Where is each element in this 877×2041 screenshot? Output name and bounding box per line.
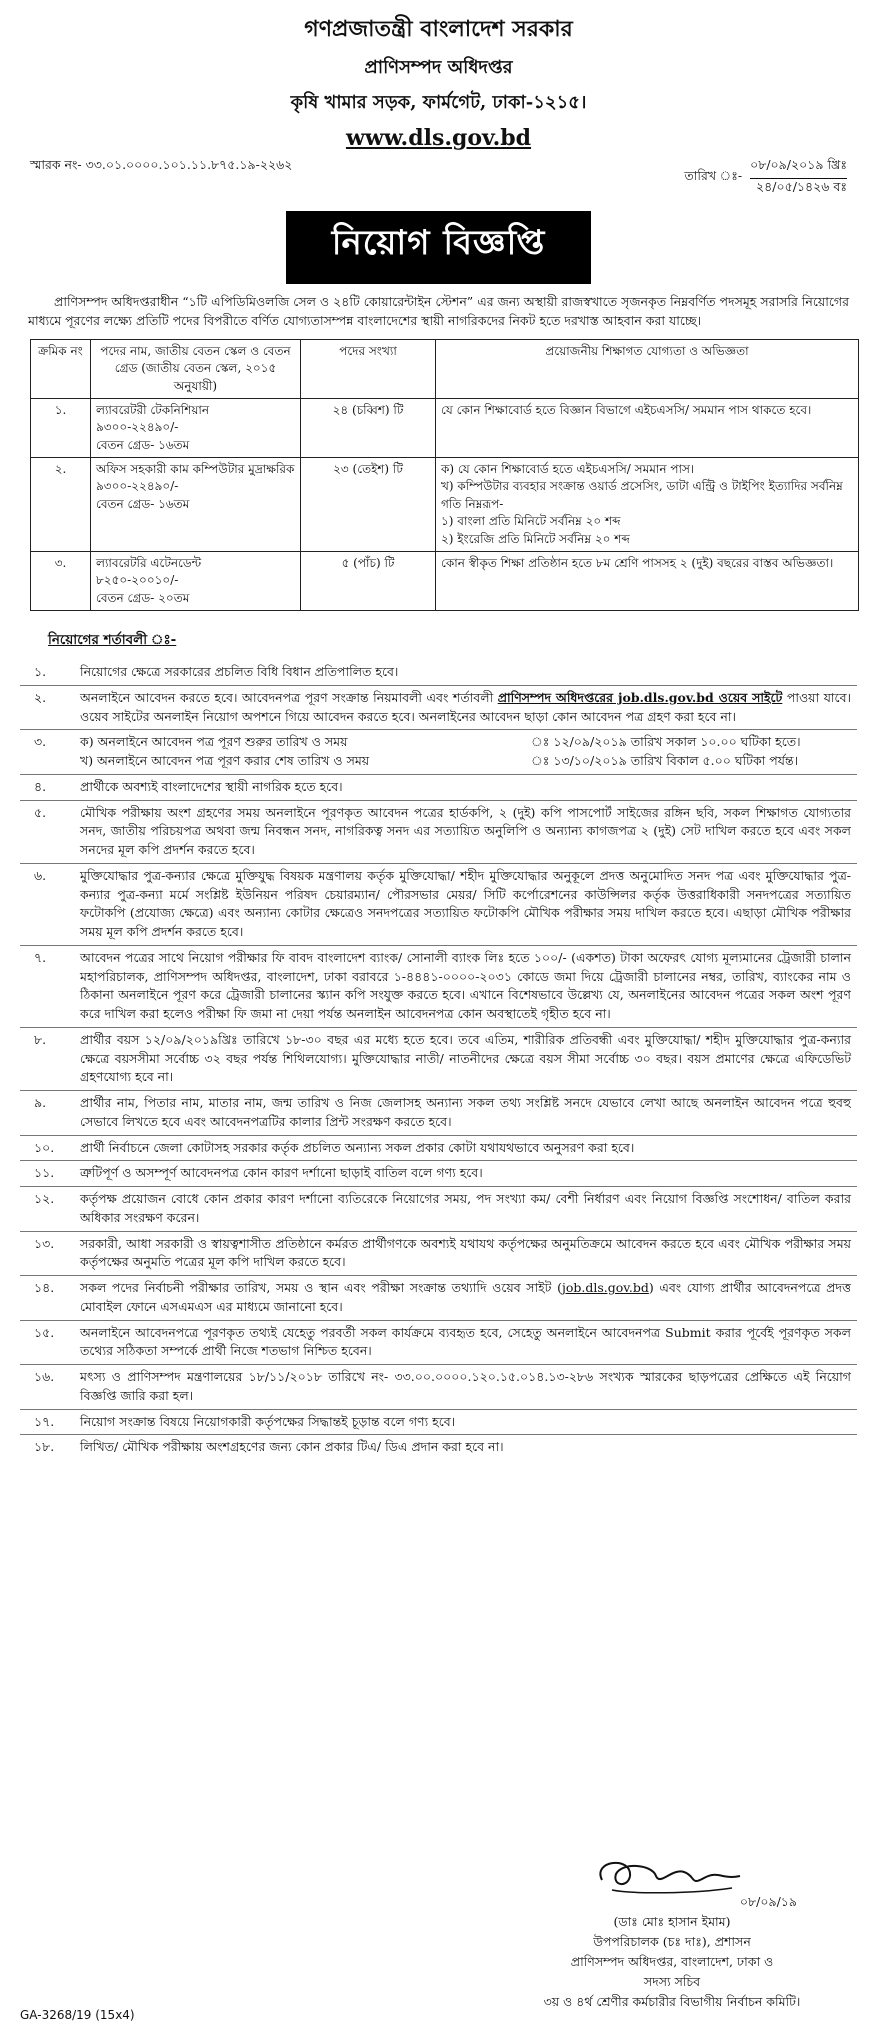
table-header-row [31, 339, 859, 398]
list-item [20, 1136, 857, 1162]
item-text: প্রার্থী নির্বাচনে জেলা কোটাসহ সরকার কর্তৃক প্রচলিত অন্যান্য সকল প্রকার কোটা যথাযথভাবে অনুসরণ করা হবে। [80, 1139, 635, 1155]
post-name: ল্যাবরেটরি এটেনডেন্ট [96, 556, 202, 571]
item-text: সরকারী, আধা সরকারী ও স্বায়ত্বশাসীত প্রতিষ্ঠানে কর্মরত প্রার্থীগণকে অবশ্যই যথাযথ কর্তৃপক্ষের অনুমতিক্রমে আবেদন করতে হবে এবং মৌখিক পরীক্ষার সময় কর্তৃপক্ষের অনুমতি পত্রের মূল কপি দাখিল করতে হবে। [80, 1235, 851, 1270]
list-item [20, 1091, 857, 1136]
table-row [31, 552, 859, 611]
pay-grade: বেতন গ্রেড- ১৬তম [96, 496, 190, 511]
list-item [20, 946, 857, 1028]
qualification-line: ২) ইংরেজি প্রতি মিনিটে সর্বনিম্ন ২০ শব্দ [441, 531, 630, 546]
signatory-committee: ৩য় ও ৪র্থ শ্রেণীর কর্মচারীর বিভাগীয় নির্বাচন কমিটি। [543, 1994, 801, 2009]
row-post [91, 398, 301, 457]
item-text-part: সকল পদের নির্বাচনী পরীক্ষার তারিখ, সময় ও স্থান এবং পরীক্ষা সংক্রান্ত তথ্যাদি ওয়েব সাইট ( [80, 1280, 562, 1296]
conditions-list [20, 660, 857, 1460]
list-item [20, 1028, 857, 1091]
date-label: তারিখ ঃ- [684, 168, 743, 183]
table-row [31, 398, 859, 457]
pay-scale: ৯৩০০-২২৪৯০/- [96, 479, 179, 494]
intro-paragraph: প্রাণিসম্পদ অধিদপ্তরাধীন “১টি এপিডিমিওলজি সেল ও ২৪টি কোয়ারেন্টাইন স্টেশন” এর জন্য অস্থায়ী রাজস্বখাতে সৃজনকৃত নিম্নবর্ণিত পদসমূহ সরাসরি নিয়োগের মাধ্যমে পূরণের লক্ষ্যে প্রতিটি পদের বিপরীতে বর্ণিত যোগ্যতাসম্পন্ন বাংলাদেশের স্থায়ী নাগরিকদের নিকট হতে দরখাস্ত আহবান করা যাচ্ছে। [28, 294, 849, 329]
item-text: মুক্তিযোদ্ধার পুত্র-কন্যার ক্ষেত্রে মুক্তিযুদ্ধ বিষয়ক মন্ত্রণালয় কর্তৃক মুক্তিযোদ্ধা/ শহীদ মুক্তিযোদ্ধার অনুকূলে প্রদত্ত অনুমোদিত সনদ পত্র এবং মুক্তিযোদ্ধার পুত্র-কন্যার পুত্র-কন্যা মর্মে সংশ্লিষ্ট ইউনিয়ন পরিষদ চেয়ারম্যান/ পৌরসভার মেয়র/ সিটি কর্পোরেশনের কাউন্সিলর কর্তৃক উত্তরাধিকারী সনদপত্রের সত্যায়িত ফটোকপি (প্রযোজ্য ক্ষেত্রে) এবং অন্যান্য কোটার ক্ষেত্রেও সনদপত্রের সত্যায়িত ফটোকপি মৌখিক পরীক্ষার সময় দাখিল করতে হবে। এছাড়া মৌখিক পরীক্ষার সময় মূল কপি প্রদর্শন করতে হবে। [80, 867, 851, 940]
col-header-post: পদের নাম, জাতীয় বেতন স্কেল ও বেতন গ্রেড (জাতীয় বেতন স্কেল, ২০১৫ অনুযায়ী) [91, 339, 301, 398]
schedule-label: খ) অনলাইনে আবেদন পত্র পূরণ করার শেষ তারিখ ও সময় [80, 753, 370, 769]
list-item [20, 1365, 857, 1410]
signatory-role: সদস্য সচিব [643, 1974, 701, 1989]
item-number: ১৫. [34, 1324, 55, 1340]
table-row [31, 458, 859, 552]
notice-title: নিয়োগ বিজ্ঞপ্তি [286, 211, 592, 284]
item-text: আবেদন পত্রের সাথে নিয়োগ পরীক্ষার ফি বাবদ বাংলাদেশ ব্যাংক/ সোনালী ব্যাংক লিঃ হতে ১০০/- (একশত) টাকা অফেরৎ যোগ্য মূল্যমানের ট্রেজারী চালান মহাপরিচালক, প্রাণিসম্পদ অধিদপ্তর, বাংলাদেশ, ঢাকা বরাবরে ১-৪৪৪১-০০০০-২০৩১ কোডে জমা দিয়ে ট্রেজারী চালানের নম্বর, তারিখ, ব্যাংকের নাম ও ঠিকানা অনলাইনে পূরণ করে ট্রেজারী চালানের স্ক্যান কপি সংযুক্ত করতে হবে। এখানে বিশেষভাবে উল্লেখ্য যে, অনলাইনের আবেদন পত্রের সকল অংশ পূরণ করে দাখিল করা হলেও পরীক্ষা ফি জমা না দেয়া পর্যন্ত অনলাইন আবেদনপত্র কোন অবস্থাতেই গৃহীত হবে না। [80, 949, 851, 1022]
signatory-name: (ডাঃ মোঃ হাসান ইমাম) [613, 1914, 731, 1929]
list-item [20, 801, 857, 864]
department-name: প্রাণিসম্পদ অধিদপ্তর [364, 57, 513, 78]
item-number: ১৩. [34, 1235, 55, 1251]
item-number: ৮. [34, 1031, 47, 1047]
item-text: অনলাইনে আবেদনপত্রে পূরণকৃত তথ্যই যেহেতু পরবর্তী সকল কার্যক্রমে ব্যবহৃত হবে, সেহেতু অনলাইনে আবেদনপত্র Submit করার পূর্বেই পূরণকৃত সকল তথ্যের সঠিকতা সম্পর্কে প্রার্থী নিজে শতভাগ নিশ্চিত হবেন। [80, 1324, 851, 1359]
item-number: ১২. [34, 1191, 55, 1207]
row-count: ৫ (পাঁচ) টি [301, 552, 436, 611]
list-item [20, 1435, 857, 1460]
date-bengali: ২৪/০৫/১৪২৬ বঃ [756, 179, 847, 194]
schedule-label: ক) অনলাইনে আবেদন পত্র পূরণ শুরুর তারিখ ও সময় [80, 734, 348, 750]
conditions-title: নিয়োগের শর্তাবলী ঃ- [48, 632, 177, 649]
item-text: লিখিত/ মৌখিক পরীক্ষায় অংশগ্রহণের জন্য কোন প্রকার টিএ/ ডিএ প্রদান করা হবে না। [80, 1439, 504, 1455]
qualification-line: ক) যে কোন শিক্ষাবোর্ড হতে এইচএসসি/ সমমান পাস। [441, 462, 695, 477]
signatory-designation: উপপরিচালক (চঃ দাঃ), প্রশাসন [593, 1934, 751, 1949]
government-name: গণপ্রজাতন্ত্রী বাংলাদেশ সরকার [304, 16, 573, 42]
signature-date: ০৮/০৯/১৯ [739, 1894, 797, 1909]
row-count: ২৩ (তেইশ) টি [301, 458, 436, 552]
item-number: ১৪. [34, 1280, 55, 1296]
post-name: ল্যাবরেটরী টেকনিশিয়ান [96, 402, 210, 417]
item-number: ১৮. [34, 1439, 55, 1455]
memo-row [20, 157, 857, 199]
item-number: ৩. [34, 734, 47, 750]
list-item [20, 1161, 857, 1187]
website-link[interactable]: www.dls.gov.bd [345, 125, 532, 151]
list-item [20, 864, 857, 946]
signatory-office: প্রাণিসম্পদ অধিদপ্তর, বাংলাদেশ, ঢাকা ও [570, 1954, 774, 1969]
schedule-end [80, 752, 851, 771]
item-text [80, 1279, 851, 1317]
job-site-link[interactable]: job.dls.gov.bd [561, 1280, 649, 1296]
col-header-qualification: প্রয়োজনীয় শিক্ষাগত যোগ্যতা ও অভিজ্ঞতা [436, 339, 859, 398]
item-number: ৪. [34, 778, 47, 794]
item-number: ৭. [34, 949, 47, 965]
item-text: প্রার্থীর বয়স ১২/০৯/২০১৯খ্রিঃ তারিখে ১৮-৩০ বছর এর মধ্যে হতে হবে। তবে এতিম, শারীরিক প্রতিবন্ধী এবং মুক্তিযোদ্ধা/ শহীদ মুক্তিযোদ্ধার পুত্র-কন্যার ক্ষেত্রে বয়সসীমা সর্বোচ্চ ৩২ বছর পর্যন্ত শিথিলযোগ্য। মুক্তিযোদ্ধার নাতী/ নাতনীদের ক্ষেত্রে বয়স সীমা সর্বোচ্চ ৩০ বছর। বয়স প্রমাণের ক্ষেত্রে এফিডেভিট গ্রহণযোগ্য হবে না। [80, 1031, 851, 1085]
date-block [684, 157, 847, 199]
date-stack [750, 157, 847, 199]
title-wrap [20, 211, 857, 284]
list-item [20, 686, 857, 731]
signature-block [507, 1850, 837, 2012]
item-number: ৬. [34, 867, 47, 883]
row-serial: ১. [31, 398, 91, 457]
item-number: ১৭. [34, 1413, 55, 1429]
posts-table [30, 339, 859, 611]
item-text [80, 733, 851, 771]
list-item [20, 730, 857, 775]
item-text: প্রার্থীকে অবশ্যই বাংলাদেশের স্থায়ী নাগরিক হতে হবে। [80, 778, 343, 794]
letterhead [20, 12, 857, 151]
item-text [80, 689, 851, 727]
row-qualification [436, 552, 859, 611]
row-post [91, 458, 301, 552]
row-serial: ২. [31, 458, 91, 552]
item-number: ১০. [34, 1139, 55, 1155]
item-text-part: ) এবং যোগ্য প্রার্থীর আবেদনপত্রে প্রদত্ত মোবাইল ফোনে এসএমএস এর মাধ্যমে জানানো হবে। [80, 1280, 851, 1314]
memo-label: স্মারক নং- [30, 157, 82, 172]
item-text: প্রার্থীর নাম, পিতার নাম, মাতার নাম, জন্ম তারিখ ও নিজ জেলাসহ অন্যান্য সকল তথ্য সংশ্লিষ্ট সনদে যেভাবে লেখা আছে অনলাইন আবেদন পত্রে হুবহু সেভাবে লিখতে হবে এবং আবেদনপত্রটির কালার প্রিন্ট সংরক্ষণ করতে হবে। [80, 1095, 851, 1129]
item-number: ৫. [34, 804, 47, 820]
post-name: অফিস সহকারী কাম কম্পিউটার মুদ্রাক্ষরিক [96, 462, 295, 477]
col-header-count: পদের সংখ্যা [301, 339, 436, 398]
item-text: নিয়োগ সংক্রান্ত বিষয়ে নিয়োগকারী কর্তৃপক্ষের সিদ্ধান্তই চূড়ান্ত বলে গণ্য হবে। [80, 1413, 456, 1429]
item-number: ১. [34, 664, 47, 680]
list-item [20, 1410, 857, 1436]
item-text: নিয়োগের ক্ষেত্রে সরকারের প্রচলিত বিধি বিধান প্রতিপালিত হবে। [80, 664, 399, 680]
schedule-value: ঃ ১২/০৯/২০১৯ তারিখ সকাল ১০.০০ ঘটিকা হতে। [531, 734, 801, 750]
job-site-link[interactable]: প্রাণিসম্পদ অধিদপ্তরের job.dls.gov.bd ওয়েব সাইটে [497, 689, 783, 705]
row-count: ২৪ (চব্বিশ) টি [301, 398, 436, 457]
item-text: ত্রুটিপূর্ণ ও অসম্পূর্ণ আবেদনপত্র কোন কারণ দর্শানো ছাড়াই বাতিল বলে গণ্য হবে। [80, 1165, 483, 1181]
memo-number [30, 157, 292, 177]
memo-value: ৩৩.০১.০০০০.১০১.১১.৮৭৫.১৯-২২৬২ [85, 157, 293, 172]
qualification-line: কোন স্বীকৃত শিক্ষা প্রতিষ্ঠান হতে ৮ম শ্রেণি পাসসহ ২ (দুই) বছরের বাস্তব অভিজ্ঞতা। [441, 556, 834, 571]
item-number: ২. [34, 689, 47, 705]
date-gregorian: ০৮/০৯/২০১৯ খ্রিঃ [750, 157, 847, 179]
row-post [91, 552, 301, 611]
col-header-serial: ক্রমিক নং [31, 339, 91, 398]
footer-code: GA-3268/19 (15x4) [20, 2008, 135, 2022]
row-qualification [436, 458, 859, 552]
department-address: কৃষি খামার সড়ক, ফার্মগেট, ঢাকা-১২১৫। [290, 92, 587, 113]
pay-grade: বেতন গ্রেড- ২০তম [96, 590, 190, 605]
item-number: ৯. [34, 1095, 47, 1111]
list-item [20, 1276, 857, 1321]
qualification-line: ১) বাংলা প্রতি মিনিটে সর্বনিম্ন ২০ শব্দ [441, 514, 621, 529]
pay-grade: বেতন গ্রেড- ১৬তম [96, 437, 190, 452]
item-text-part: অনলাইনে আবেদন করতে হবে। আবেদনপত্র পূরণ সংক্রান্ত নিয়মাবলী এবং শর্তাবলী [80, 689, 498, 705]
qualification-line: যে কোন শিক্ষাবোর্ড হতে বিজ্ঞান বিভাগে এইচএসসি/ সমমান পাস থাকতে হবে। [441, 402, 812, 417]
pay-scale: ৯৩০০-২২৪৯০/- [96, 420, 179, 435]
list-item [20, 1187, 857, 1232]
qualification-line: খ) কম্পিউটার ব্যবহার সংক্রান্ত ওয়ার্ড প্রসেসিং, ডাটা এন্ট্রি ও টাইপিং ইত্যাদির সর্বনিম্ন গতি নিম্নরূপ- [441, 479, 843, 511]
item-number: ১১. [34, 1165, 55, 1181]
list-item [20, 775, 857, 801]
list-item [20, 1321, 857, 1366]
schedule-start [80, 733, 851, 752]
item-number: ১৬. [34, 1369, 55, 1385]
item-text-part: পাওয়া যাবে। ওয়েব সাইটের অনলাইন নিয়োগ অপশনে গিয়ে আবেদন করতে হবে। অনলাইনের আবেদন ছাড়া কোন আবেদন পত্র গ্রহণ করা হবে না। [80, 689, 851, 724]
list-item [20, 660, 857, 686]
item-text: মৎস্য ও প্রাণিসম্পদ মন্ত্রণালয়ের ১৮/১১/২০১৮ তারিখে নং- ৩৩.০০.০০০০.১২০.১৫.০১৪.১৩-২৮৬ সংখ্যক স্মারকের ছাড়পত্রের প্রেক্ষিতে এই নিয়োগ বিজ্ঞপ্তি জারি করা হল। [80, 1369, 851, 1403]
list-item [20, 1232, 857, 1277]
pay-scale: ৮২৫০-২০০১০/- [96, 573, 179, 588]
row-qualification [436, 398, 859, 457]
row-serial: ৩. [31, 552, 91, 611]
item-text: মৌখিক পরীক্ষায় অংশ গ্রহণের সময় অনলাইনে পূরণকৃত আবেদন পত্রের হার্ডকপি, ২ (দুই) কপি পাসপোর্ট সাইজের রঙ্গিন ছবি, সকল শিক্ষাগত যোগ্যতার সনদ, জাতীয় পরিচয়পত্র অথবা জন্ম নিবন্ধন সনদ, নাগরিকত্ব সনদ এর সত্যায়িত অনুলিপি ও অন্যান্য কাগজপত্র ২ (দুই) সেট দাখিল করতে হবে এবং সকল সনদের মূল কপি প্রদর্শন করতে হবে। [80, 804, 851, 858]
schedule-value: ঃ ১৩/১০/২০১৯ তারিখ বিকাল ৫.০০ ঘটিকা পর্যন্ত। [531, 753, 799, 769]
item-text: কর্তৃপক্ষ প্রয়োজন বোধে কোন প্রকার কারণ দর্শানো ব্যতিরেকে নিয়োগের সময়, পদ সংখ্যা কম/ বেশী নির্ধারণ এবং নিয়োগ বিজ্ঞপ্তি সংশোধন/ বাতিল করার অধিকার সংরক্ষণ করেন। [80, 1191, 851, 1225]
